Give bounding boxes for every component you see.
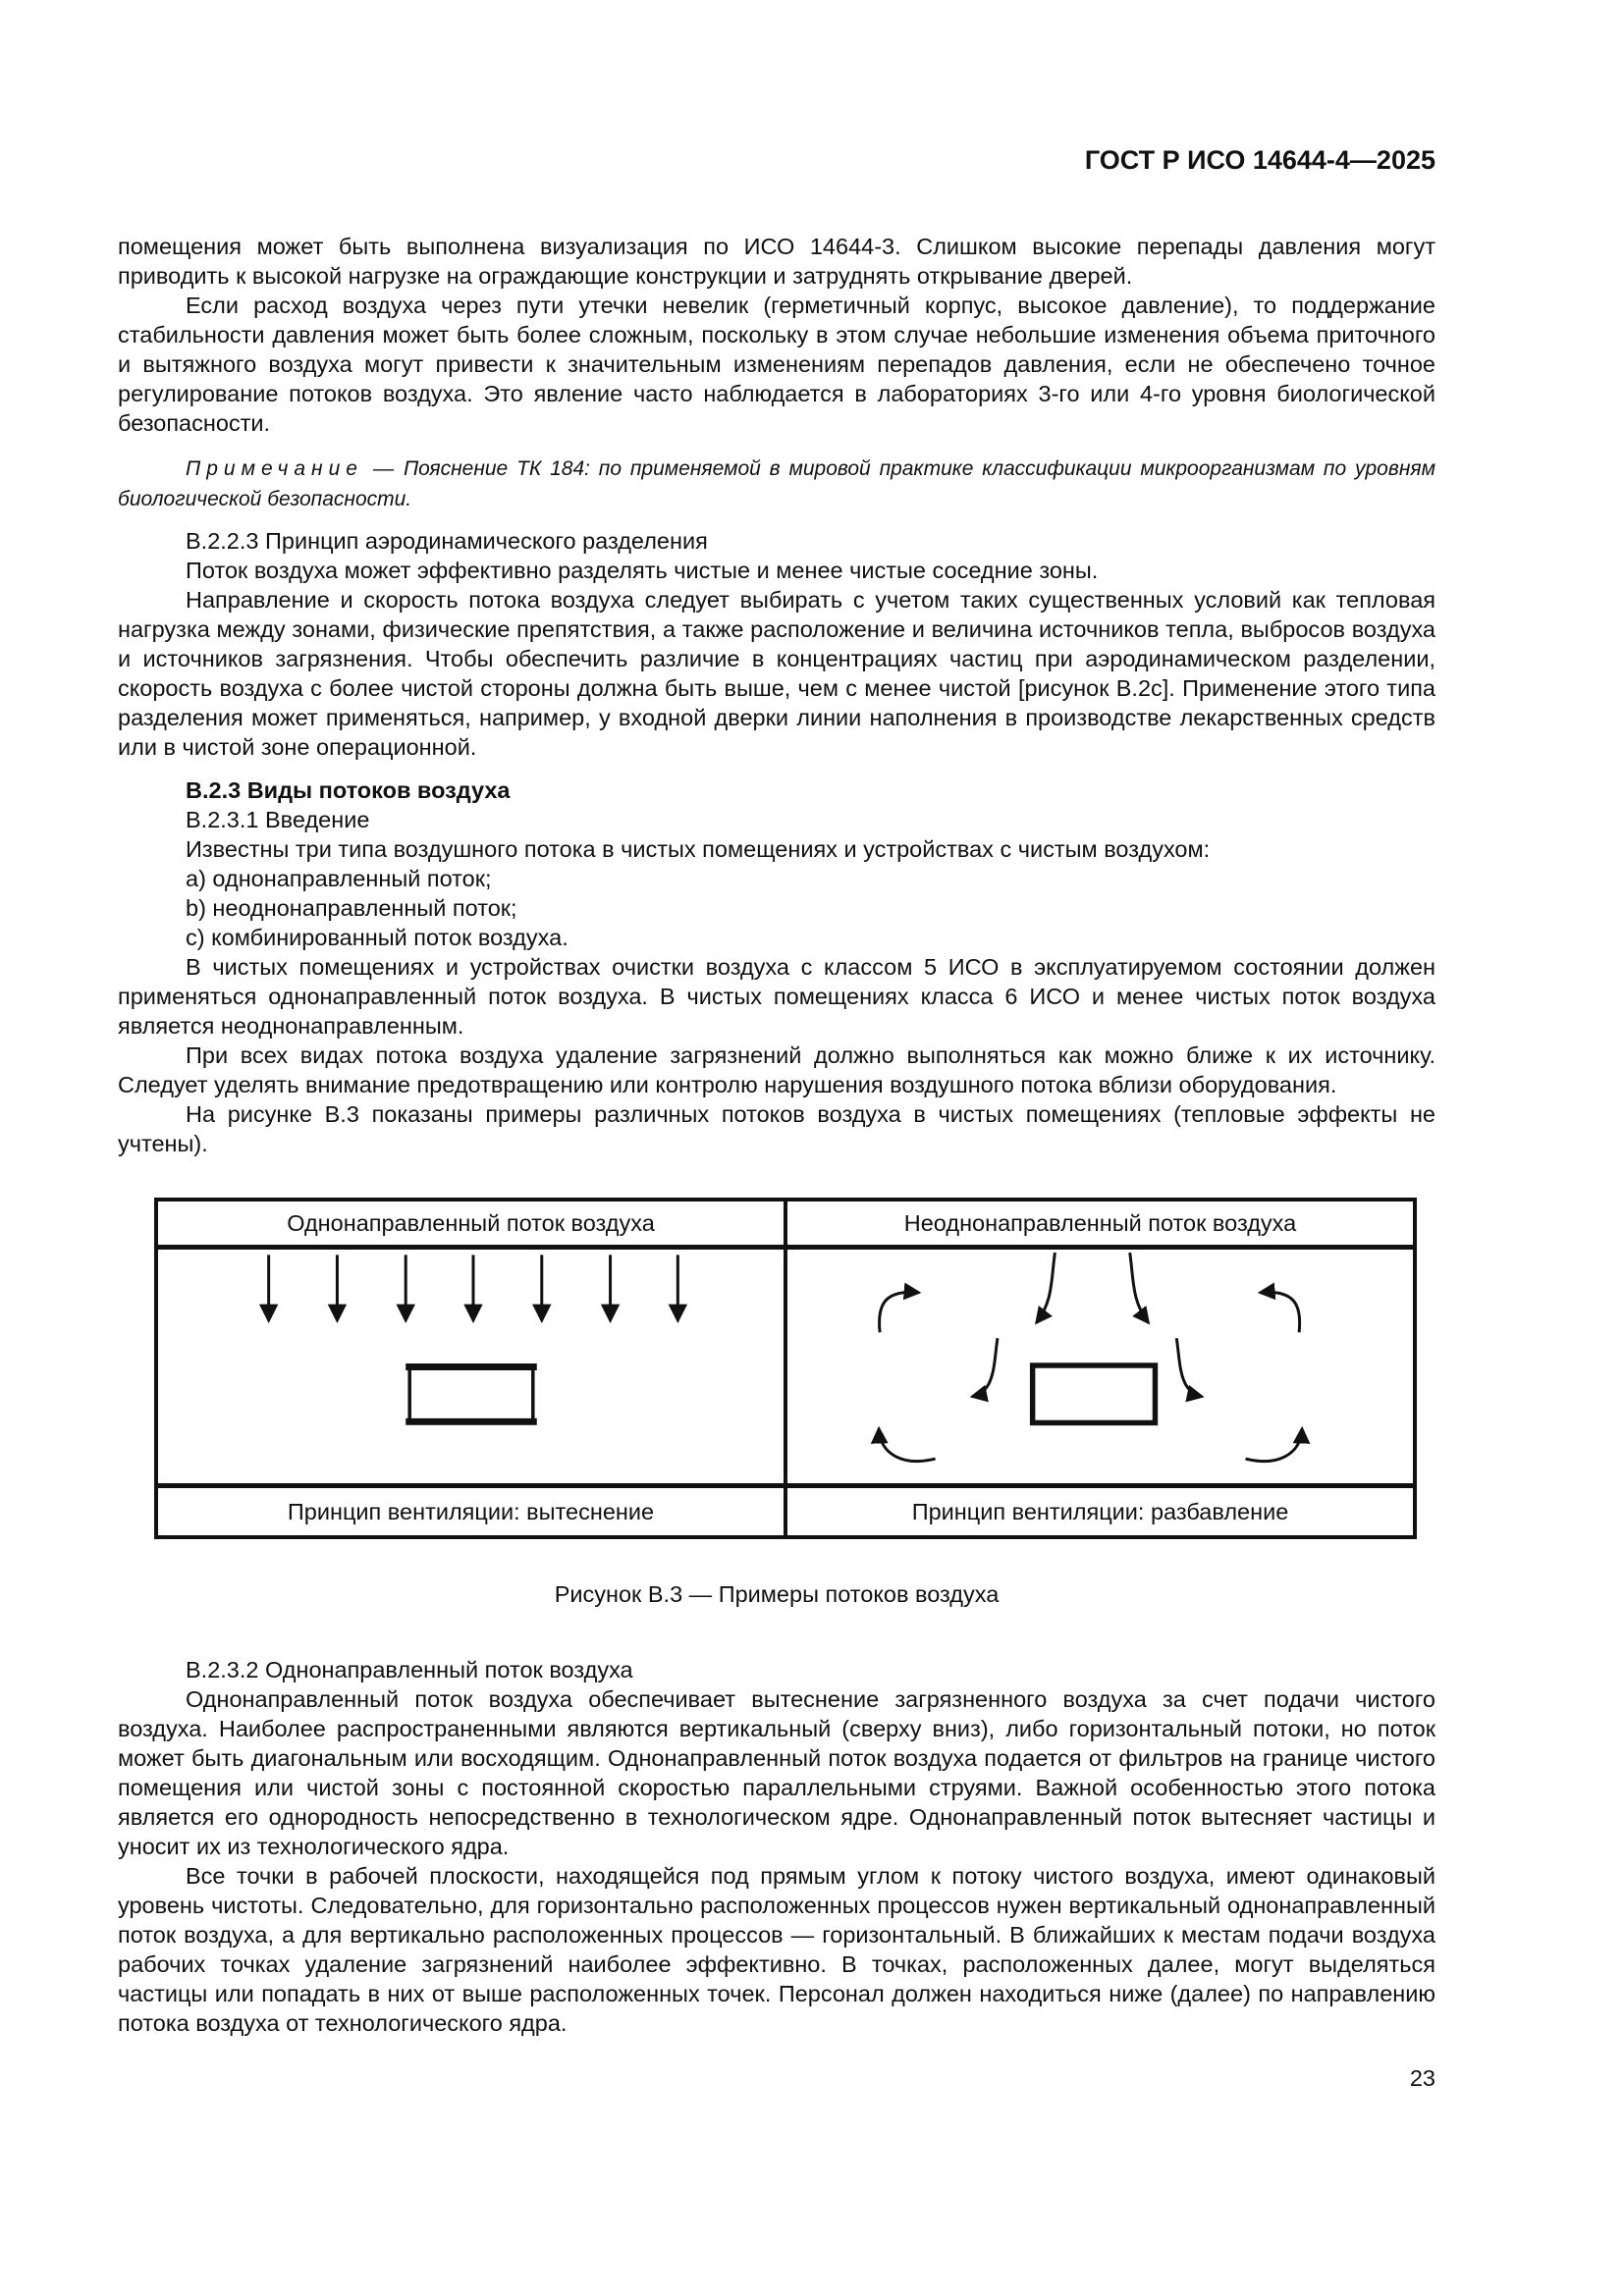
figure-header-unidirectional: Однонаправленный поток воздуха [158,1201,787,1245]
paragraph: При всех видах потока воздуха удаление загрязнений должно выполняться как можно ближе к их источнику. Следует уделять внимание предотвращению или контролю нарушения воздушного потока вблизи оборудования. [118,1042,1435,1097]
paragraph: В чистых помещениях и устройствах очистки воздуха с классом 5 ИСО в эксплуатируемом состоянии должен применяться однонаправленный поток воздуха. В чистых помещениях класса 6 ИСО и менее чистых поток воздуха является неоднонаправленным. [118,954,1435,1039]
swirl-arrows-diagram [787,1250,1413,1483]
running-header: ГОСТ Р ИСО 14644-4—2025 [1084,145,1435,175]
paragraph: Направление и скорость потока воздуха следует выбирать с учетом таких существенных условий как тепловая нагрузка между зонами, физические препятствия, а также расположение и величина источников тепла, выбросов воздуха и источников загрязнения. Чтобы обеспечить различие в концентрациях частиц при аэродинамическом разделении, скорость воздуха с более чистой стороны должна быть выше, чем с менее чистой [рисунок В.2с]. Применение этого типа разделения может применяться, например, у входной дверки линии наполнения в производстве лекарственных средств или в чистой зоне операционной. [118,587,1435,760]
page-content [118,0,1435,2038]
note-label: Примечание [186,457,363,480]
note-paragraph [118,454,1435,514]
figure-header-nonunidirectional: Неоднонаправленный поток воздуха [903,1209,1297,1236]
figure-airflow-table [154,1198,1417,1539]
figure-footer-row [158,1483,1413,1535]
paragraph: Поток воздуха может эффективно разделять чистые и менее чистые соседние зоны. [186,558,1099,583]
list-item-b: b) неоднонаправленный поток; [186,895,517,921]
paragraph: Если расход воздуха через пути утечки невелик (герметичный корпус, высокое давление), то поддержание стабильности давления может быть более сложным, поскольку в этом случае небольшие изменения объема приточного и вытяжного воздуха могут привести к значительным изменениям перепадов давления, если не обеспечено точное регулирование потоков воздуха. Это явление часто наблюдается в лабораториях 3-го или 4-го уровня биологической безопасности. [118,293,1435,436]
section-heading-b232: В.2.3.2 Однонаправленный поток воздуха [186,1657,633,1682]
figure-diagram-row [158,1250,1413,1483]
note-text: Пояснение ТК 184: по применяемой в мировой практике классификации микроорганизмам по уровням биологической безопасности. [118,457,1435,510]
list-item-a: a) однонаправленный поток; [186,866,492,891]
down-arrow-group [269,1255,678,1320]
figure-footer-displacement: Принцип вентиляции: вытеснение [158,1488,787,1535]
down-arrows-diagram [158,1250,784,1483]
unidirectional-flow-diagram [158,1250,787,1483]
paragraph: Известны три типа воздушного потока в чистых помещениях и устройствах с чистым воздухом: [186,836,1211,862]
figure-footer-dilution: Принцип вентиляции: разбавление [911,1498,1289,1524]
page-number: 23 [1409,2065,1435,2091]
section-heading-b223: В.2.2.3 Принцип аэродинамического разделения [186,528,708,554]
section-heading-b23: В.2.3 Виды потоков воздуха [186,777,511,803]
non-unidirectional-flow-diagram [787,1250,1413,1483]
note-dash: — [372,457,394,480]
figure-header-row [158,1201,1413,1250]
process-core-box [1033,1365,1156,1422]
list-item-c: c) комбинированный поток воздуха. [186,925,568,950]
paragraph: Все точки в рабочей плоскости, находящейся под прямым углом к потоку чистого воздуха, имеют одинаковый уровень чистоты. Следовательно, для горизонтально расположенных процессов нужен вертикальный однонаправленный поток воздуха, а для вертикально расположенных процессов — горизонтальный. В ближайших к местам подачи воздуха рабочих точках удаление загрязнений наиболее эффективно. В точках, расположенных далее, могут выделяться частицы или попадать в них от выше расположенных точек. Персонал должен находиться ниже (далее) по направлению потока воздуха от технологического ядра. [118,1863,1435,2036]
paragraph: Однонаправленный поток воздуха обеспечивает вытеснение загрязненного воздуха за счет подачи чистого воздуха. Наиболее распространенными являются вертикальный (сверху вниз), либо горизонтальный потоки, но поток может быть диагональным или восходящим. Однонаправленный поток воздуха подается от фильтров на границе чистого помещения или чистой зоны с постоянной скоростью параллельными струями. Важной особенностью этого потока является его однородность непосредственно в технологическом ядре. Однонаправленный поток вытесняет частицы и уносит их из технологического ядра. [118,1686,1435,1859]
swirl-arrow-group [879,1253,1302,1461]
figure-caption: Рисунок В.3 — Примеры потоков воздуха [554,1581,1000,1607]
process-core-box [406,1365,537,1423]
paragraph: На рисунке В.3 показаны примеры различных потоков воздуха в чистых помещениях (тепловые эффекты не учтены). [118,1101,1435,1156]
paragraph: помещения может быть выполнена визуализация по ИСО 14644-3. Слишком высокие перепады давления могут приводить к высокой нагрузке на ограждающие конструкции и затруднять открывание дверей. [118,234,1435,289]
figure-b3 [154,1198,1417,1539]
section-heading-b231: В.2.3.1 Введение [186,807,370,832]
